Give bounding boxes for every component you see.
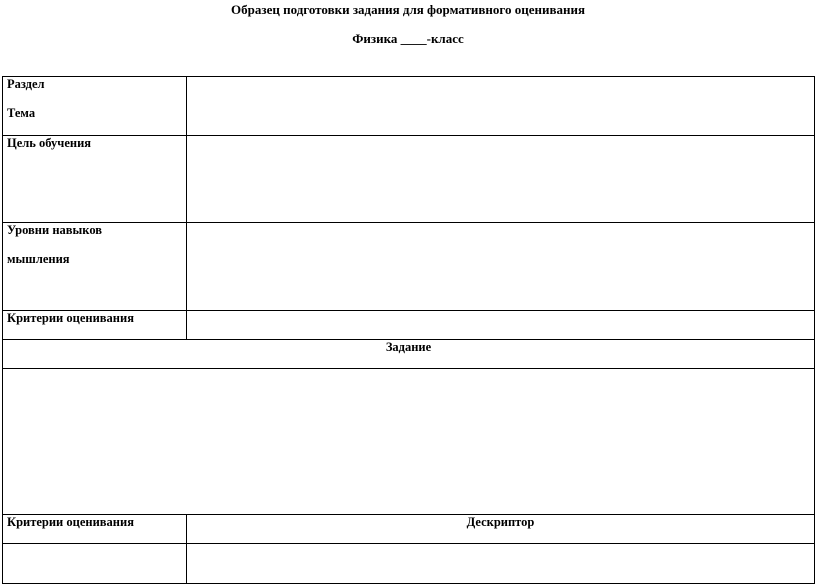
criteria-body-cell[interactable]	[3, 544, 187, 584]
criteria-value-cell[interactable]	[187, 311, 815, 340]
skills-label-line2: мышления	[7, 252, 70, 266]
skills-label-cell	[3, 223, 187, 311]
table-row-skills	[3, 223, 815, 311]
skills-value-cell[interactable]	[187, 223, 815, 311]
table-row-descriptor-header	[3, 515, 815, 544]
topic-label: Тема	[7, 106, 36, 120]
skills-label-line1: Уровни навыков	[7, 223, 103, 237]
descriptor-col-header-cell	[187, 515, 815, 544]
table-row-task-body	[3, 369, 815, 515]
section-value-cell[interactable]	[187, 77, 815, 136]
goal-value-cell[interactable]	[187, 136, 815, 223]
criteria-label-cell	[3, 311, 187, 340]
goal-label: Цель обучения	[7, 136, 92, 150]
criteria-col-header: Критерии оценивания	[7, 515, 134, 529]
criteria-col-header-cell	[3, 515, 187, 544]
criteria-label: Критерии оценивания	[7, 311, 134, 325]
assessment-form-table	[2, 76, 815, 584]
descriptor-col-header: Дескриптор	[466, 515, 535, 529]
page-title: Образец подготовки задания для формативного оценивания	[231, 2, 585, 17]
section-label: Раздел	[7, 77, 45, 91]
table-row-criteria	[3, 311, 815, 340]
goal-label-cell	[3, 136, 187, 223]
page-subtitle: Физика ____-класс	[352, 31, 464, 46]
task-header: Задание	[385, 340, 432, 354]
table-row-descriptor-body	[3, 544, 815, 584]
task-body-cell[interactable]	[3, 369, 815, 515]
table-row-task-header	[3, 340, 815, 369]
table-row-section	[3, 77, 815, 136]
descriptor-body-cell[interactable]	[187, 544, 815, 584]
task-header-cell	[3, 340, 815, 369]
section-label-cell	[3, 77, 187, 136]
table-row-goal	[3, 136, 815, 223]
